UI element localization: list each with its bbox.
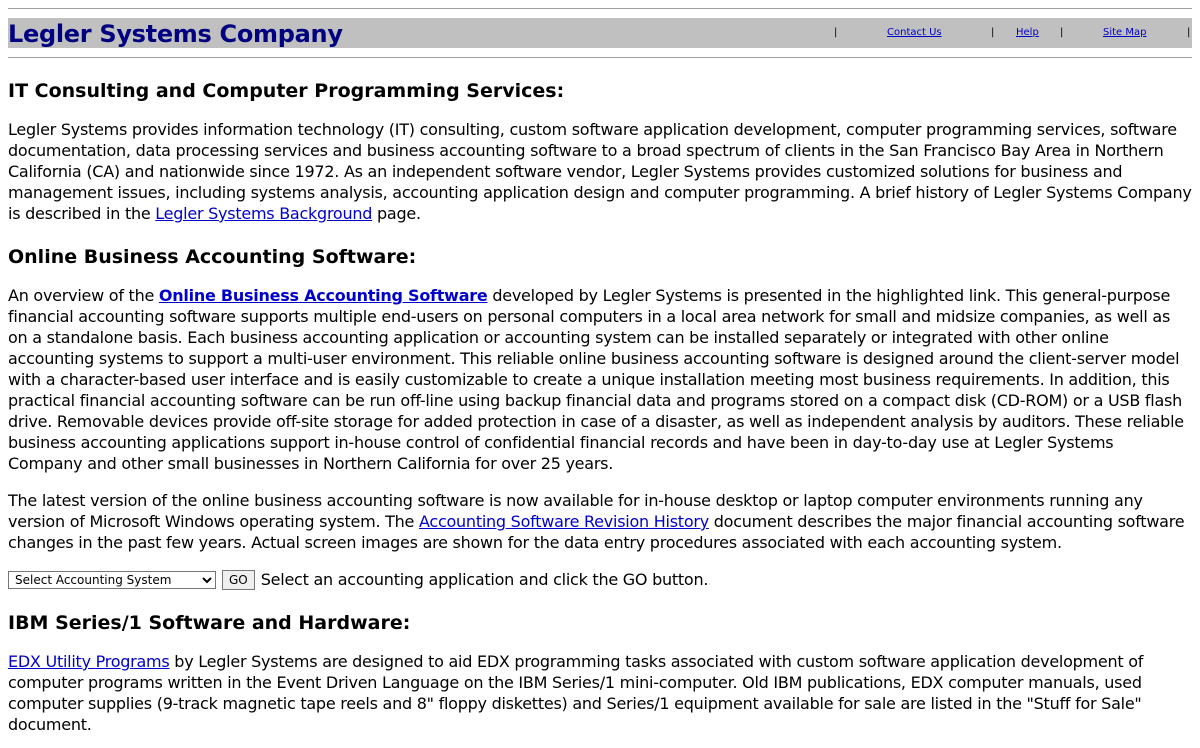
help-link[interactable]: Help (1016, 27, 1039, 38)
edx-utility-link[interactable]: EDX Utility Programs (8, 652, 170, 671)
latest-version-paragraph: The latest version of the online business accounting software is now available for in-house desktop or laptop computer environments running any version of Microsoft Windows operating system. The Accounting Software Revision History document describes the major financial accounting software changes in the past few years. Actual screen images are shown for the data entry procedures associated with each accounting system. (8, 491, 1185, 552)
revision-history-link[interactable]: Accounting Software Revision History (418, 512, 709, 531)
accounting-system-select[interactable] (8, 571, 216, 589)
go-button[interactable]: GO (222, 570, 255, 590)
it-services-paragraph: Legler Systems provides information technology (IT) consulting, custom software application development, computer programming services, software documentation, data processing services and business accounting software to a broad spectrum of clients in the San Francisco Bay Area in Northern California (CA) and nationwide since 1972. As an independent software vendor, Legler Systems provides customized solutions for business and management issues, including systems analysis, accounting application design and computer programming. A brief history of Legler Systems Company is described in the Legler Systems Background page. (8, 120, 1192, 223)
accounting-select-row (8, 569, 1192, 590)
background-link[interactable]: Legler Systems Background (155, 204, 373, 223)
nav-separator: | (1060, 27, 1064, 38)
nav-separator: | (834, 27, 838, 38)
site-title: Legler Systems Company (8, 20, 343, 48)
site-map-link[interactable]: Site Map (1103, 27, 1147, 38)
accounting-paragraph: An overview of the Online Business Accounting Software developed by Legler Systems is presented in the highlighted link. This general-purpose financial accounting software supports multiple end-users on personal computers in a local area network for small and midsize companies, as well as on a standalone basis. Each business accounting application or accounting system can be installed separately or integrated with other online accounting systems to support a multi-user environment. This reliable online business accounting software is designed around the client-server model with a character-based user interface and is easily customizable to create a unique installation meeting most business requirements. In addition, this practical financial accounting software can be run off-line using backup financial data and programs stored on a compact disk (CD-ROM) or a USB flash drive. Removable devices provide off-site storage for added protection in case of a disaster, as well as independent analysis by auditors. These reliable business accounting applications support in-house control of confidential financial records and have been in day-to-day use at Legler Systems Company and other small businesses in Northern California for over 25 years. (8, 286, 1184, 473)
nav-separator: | (1187, 27, 1191, 38)
ibm-heading: IBM Series/1 Software and Hardware: (8, 612, 411, 634)
page (0, 8, 1200, 735)
select-hint: Select an accounting application and click the GO button. (260, 570, 709, 589)
it-services-heading: IT Consulting and Computer Programming Services: (8, 80, 565, 102)
header-divider (8, 57, 1192, 58)
ibm-paragraph: EDX Utility Programs by Legler Systems are designed to aid EDX programming tasks associated with custom software application development of computer programs written in the Event Driven Language on the IBM Series/1 mini-computer. Old IBM publications, EDX computer manuals, used computer supplies (9-track magnetic tape reels and 8" floppy diskettes) and Series/1 equipment available for sale are listed in the "Stuff for Sale" document. (8, 652, 1144, 734)
header-bar (8, 18, 1192, 48)
contact-us-link[interactable]: Contact Us (887, 27, 942, 38)
accounting-heading: Online Business Accounting Software: (8, 246, 417, 268)
top-divider (8, 8, 1192, 9)
nav-separator: | (991, 27, 995, 38)
accounting-software-link[interactable]: Online Business Accounting Software (158, 286, 488, 305)
